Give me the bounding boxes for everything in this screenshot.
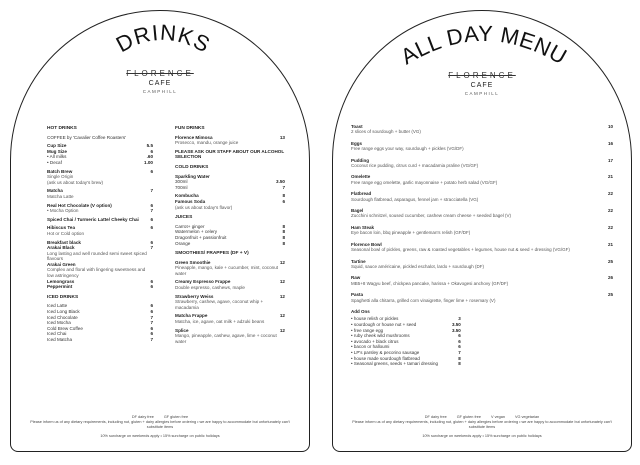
- addon-item: • free range egg: [351, 327, 384, 333]
- list-item: [175, 279, 285, 290]
- menu-item-name: Iced Matcha: [47, 337, 73, 342]
- menu-item-price: 12: [279, 279, 285, 285]
- menu-item-desc: Free range eggs your way, sourdough + pickles (VG/DF): [351, 146, 464, 152]
- option-label: • Decaf: [47, 159, 62, 165]
- section-heading: COLD DRINKS: [175, 164, 209, 170]
- food-footer: [347, 415, 617, 439]
- menu-item-name: Cup Size: [47, 143, 67, 149]
- menu-item-name: Pasta: [351, 292, 364, 298]
- list-item: [351, 208, 613, 219]
- list-item: [175, 313, 285, 324]
- alcohol-note: PLEASE ASK OUR STAFF ABOUT OUR ALCOHOL SELECTION: [175, 148, 285, 160]
- addon-price: 3.50: [452, 321, 461, 327]
- list-item: [351, 259, 613, 270]
- menu-item-price: 6: [150, 278, 153, 284]
- menu-item-price: 25: [607, 258, 613, 264]
- addons-heading: Add Ons: [351, 308, 370, 314]
- menu-item-price: 8: [282, 234, 285, 240]
- menu-item-price: 16: [607, 140, 613, 146]
- addon-item: • house relish or pickles: [351, 316, 399, 322]
- addons-block: [351, 316, 613, 366]
- addon-price: 3.50: [452, 327, 461, 333]
- legend-item: DF dairy free: [424, 415, 447, 419]
- addon-item: • house made sourdough flatbread: [351, 355, 420, 361]
- menu-item-price: 7: [150, 337, 153, 342]
- menu-item-name: Tartine: [351, 258, 366, 264]
- menu-item-desc: Prosecco, mandu, orange juice: [175, 140, 239, 146]
- option-price: 1.00: [144, 159, 153, 165]
- menu-item-name: Iced Mocha: [47, 320, 71, 326]
- list-item: [47, 337, 153, 343]
- menu-item-price: 25: [607, 292, 613, 298]
- list-item: [175, 241, 285, 247]
- drinks-right-column: [175, 121, 285, 347]
- menu-item-name: Florence Bowl: [351, 241, 382, 247]
- menu-item-name: Ham Steak: [351, 224, 375, 230]
- menu-item-name: Florence Mimosa: [175, 134, 213, 140]
- menu-item-price: 8: [282, 223, 285, 229]
- menu-item-price: 6: [150, 303, 153, 309]
- legend-item: GF gluten free: [456, 415, 481, 419]
- menu-item-price: 17: [607, 157, 613, 163]
- menu-item-name: Matcha Frappe: [175, 313, 208, 319]
- menu-item-name: Matcha: [47, 188, 63, 194]
- menu-item-desc: Double espresso, cashews, maple: [175, 285, 245, 291]
- brand-cafe: CAFE: [148, 80, 172, 87]
- menu-item-desc: Sourdough flatbread, asparagus, fennel jam + stracciatella (VG): [351, 196, 479, 202]
- menu-item-desc: Free range egg omelette, garlic mayonnaise + potato herb salad (VG/GF): [351, 179, 498, 185]
- menu-item-price: 26: [607, 275, 613, 281]
- menu-item-desc: MB5+8 Wagyu beef, chickpea pancake, harissa + Okavogesi anchovy (GF/DF): [351, 280, 509, 286]
- legend-item: V vegan: [491, 415, 505, 419]
- list-item: [351, 275, 613, 286]
- drinks-title: DRINKS: [111, 19, 215, 58]
- allergy-note: Please inform us of any dietary requirements, including nut, gluten + dairy allergies before ordering • we are happy to accommodate but unfortunately can't substitute items: [30, 420, 290, 429]
- menu-item-desc: Complex and floral with lingering sweetness and low astringency: [47, 267, 146, 279]
- menu-item-price: 6: [150, 325, 153, 331]
- menu-item-name: Arakai Black: [47, 245, 75, 251]
- section-heading: HOT DRINKS: [47, 126, 77, 131]
- menu-item-desc: (ask us about today's brew): [47, 179, 104, 185]
- menu-item-price: 7: [150, 314, 153, 320]
- menu-item-name: Spiced Chai / Turmeric Latte/ Cheeky Chai: [47, 216, 139, 222]
- addon-price: 8: [458, 355, 461, 361]
- menu-item-name: Carrot+ ginger: [175, 223, 205, 229]
- brand-logo: FLORENCE: [126, 69, 194, 78]
- addon-price: 3: [458, 316, 461, 322]
- menu-item-desc: Seasonal bowl of pickles, greens, raw & roasted vegetables + legumes, house nut & seed + dressing (VG/GF): [351, 247, 570, 253]
- addon-item: • ruby cheek wild mushrooms: [351, 333, 410, 339]
- addon-price: 6: [458, 333, 461, 339]
- menu-item-desc: Eye bacon loin, bbq pineapple + gentleman's relish (GF/DF): [351, 230, 471, 236]
- smoothie-list: [175, 260, 285, 345]
- legend-item: DF dairy free: [131, 415, 154, 419]
- menu-item-name: Splice: [175, 327, 189, 333]
- addon-item: • sourdough or house nut + seed: [351, 321, 417, 327]
- food-brand: [333, 71, 631, 96]
- menu-item-name: Raw: [351, 275, 361, 281]
- menu-item-desc: Pineapple, mango, kale + cucumber, mint, coconut water: [175, 265, 279, 276]
- menu-item-name: Toast: [351, 124, 363, 129]
- list-item: [351, 292, 613, 303]
- menu-item-price: 6: [150, 148, 153, 154]
- section-heading: SMOOTHIES/ FRAPPES (DF + V): [175, 251, 249, 257]
- menu-item-price: 7: [150, 245, 153, 251]
- addons-prices: [452, 316, 461, 366]
- menu-item-price: 21: [607, 241, 613, 247]
- menu-item-price: 6: [150, 168, 153, 174]
- addon-item: • avocado + black citrus: [351, 338, 399, 344]
- menu-item-name: Famous Soda: [175, 198, 206, 204]
- menu-item-price: 12: [279, 293, 285, 299]
- option-price: 7: [282, 184, 285, 190]
- menu-item-desc: (ask us about today's flavor): [175, 204, 233, 210]
- menu-item-name: Bagel: [351, 208, 364, 214]
- menu-item-name: Pudding: [351, 157, 369, 163]
- menu-item-name: Strawberry Weiss: [175, 293, 214, 299]
- brand-location: CAMPHILL: [142, 89, 178, 94]
- section-heading: FUN DRINKS: [175, 126, 205, 131]
- menu-item-price: 8: [282, 229, 285, 235]
- menu-item-name: Real Hot Chocolate (V option): [47, 202, 112, 208]
- option-price: .60: [146, 154, 153, 160]
- menu-item-name: Kombucha: [175, 193, 199, 199]
- menu-item-name: Mug Size: [47, 148, 67, 154]
- brand-location: CAMPHILL: [464, 91, 500, 96]
- menu-item-price: 7: [150, 188, 153, 194]
- menu-item-name: Batch Brew: [47, 168, 73, 174]
- menu-item-price: 5.5: [146, 143, 153, 149]
- menu-item-name: Orange: [175, 240, 191, 246]
- menu-item-price: 8: [282, 193, 285, 199]
- menu-item-price: 6: [150, 202, 153, 208]
- menu-item-desc: • Mocha Option: [47, 208, 79, 214]
- allergy-note: Please inform us of any dietary requirements, including nut, gluten + dairy allergies before ordering • we are happy to accommodate but unfortunately can't substitute items: [352, 420, 612, 429]
- option-label: 300ml: [175, 179, 188, 185]
- drinks-brand: [11, 69, 309, 94]
- all-day-menu-card: [332, 10, 632, 452]
- menu-item-name: Creamy Espresso Frappe: [175, 279, 231, 285]
- surcharge-note: 10% surcharge on weekends apply • 15% surcharge on public holidays: [100, 434, 220, 438]
- option-price: 3.50: [276, 179, 285, 185]
- menu-item-price: 7: [150, 208, 153, 214]
- menu-item-price: 12: [279, 327, 285, 333]
- addon-price: 6: [458, 344, 461, 350]
- menu-item-price: 6: [150, 284, 153, 290]
- menu-item-name: Iced Latte: [47, 303, 68, 309]
- menu-item-desc: Coconut rice pudding, citrus curd + macadamia praline (VG/GF): [351, 163, 479, 169]
- menu-item-price: 22: [607, 208, 613, 214]
- menu-item-name: Breakfast black: [47, 239, 81, 245]
- option-label: • All milks: [47, 154, 67, 160]
- menu-item-price: 6: [150, 225, 153, 231]
- drinks-menu-card: [10, 10, 310, 452]
- menu-item-price: 13: [279, 134, 285, 140]
- section-heading: JUICES: [175, 215, 193, 221]
- menu-item-desc: Single Origin: [47, 174, 74, 180]
- menu-item-price: 12: [279, 313, 285, 319]
- menu-item-price: 7: [150, 320, 153, 326]
- menu-item-name: Peppermint: [47, 284, 73, 290]
- coffee-note: COFFEE by 'Cavalier Coffee Roasters': [47, 134, 127, 140]
- juice-list: [175, 224, 285, 246]
- menu-item-desc: Squid, sauce américaine, pickled eschalot, lardo + sourdough (DF): [351, 263, 484, 269]
- list-item: [351, 174, 613, 185]
- list-item: [351, 225, 613, 236]
- menu-item-name: Watermelon + celery: [175, 229, 218, 235]
- menu-item-name: Green Smoothie: [175, 259, 211, 265]
- menu-item-price: 21: [607, 174, 613, 180]
- menu-item-desc: Matcha, ice, agave, oat milk + adzuki beans: [175, 319, 265, 325]
- menu-item-desc: Matcha Latte: [47, 193, 74, 199]
- list-item: [351, 242, 613, 253]
- legend-item: GF gluten free: [163, 415, 189, 419]
- menu-item-name: Lemongrass: [47, 278, 75, 284]
- menu-item-name: Dragonfruit + passionfruit: [175, 234, 227, 240]
- iced-drinks-list: [47, 303, 153, 342]
- menu-item-price: 6: [282, 198, 285, 204]
- list-item: [175, 260, 285, 277]
- menu-item-name: Flatbread: [351, 191, 372, 197]
- menu-item-name: Arakai Green: [47, 261, 76, 267]
- menu-item-desc: Strawberry, cashew, agave, coconut whip + macadamia: [175, 299, 264, 310]
- menu-item-price: 6: [150, 239, 153, 245]
- menu-item-name: Omelette: [351, 174, 371, 180]
- menu-item-desc: Hot or Cold option: [47, 230, 85, 236]
- addon-price: 8: [458, 361, 461, 367]
- list-item: [351, 141, 613, 152]
- list-item: [175, 328, 285, 345]
- menu-item-name: Hibiscus Tea: [47, 225, 75, 231]
- menu-item-name: Iced Chocolate: [47, 314, 78, 320]
- menu-item-name: Cold Brew Coffee: [47, 325, 83, 331]
- menu-item-name: Iced Long Black: [47, 309, 80, 315]
- addon-item: • Seasonal greens, seeds + tamari dressing: [351, 361, 438, 367]
- addon-price: 6: [458, 338, 461, 344]
- menu-item-price: 6: [150, 216, 153, 222]
- drinks-footer: [25, 415, 295, 439]
- food-item-list: [351, 124, 613, 367]
- addon-price: 7: [458, 349, 461, 355]
- section-heading: ICED DRINKS: [47, 294, 79, 300]
- list-item: [351, 158, 613, 169]
- menu-item-price: 22: [607, 224, 613, 230]
- surcharge-note: 10% surcharge on weekends apply • 15% surcharge on public holidays: [422, 434, 542, 438]
- menu-item-name: Sparkling Water: [175, 173, 210, 179]
- menu-item-price: 6: [150, 309, 153, 315]
- addons-list: [351, 316, 438, 366]
- menu-item-desc: Zucchini schnitzel, soused cucumber, cashew cream cheese + seeded bagel (V): [351, 213, 511, 219]
- option-label: 700ml: [175, 184, 188, 190]
- menu-item-desc: Mango, pineapple, cashew, agave, lime + coconut water: [175, 333, 277, 344]
- list-item: [351, 124, 613, 135]
- list-item: [351, 191, 613, 202]
- menu-item-price: 22: [607, 191, 613, 197]
- menu-item-price: 10: [607, 124, 613, 129]
- legend-item: VG vegetarian: [514, 415, 540, 419]
- menu-item-desc: 2 slices of sourdough + butter (VG): [351, 129, 421, 135]
- menu-item-name: Iced Chai: [47, 331, 67, 337]
- addon-item: • LP's parsley & pecorino sausage: [351, 349, 420, 355]
- brand-cafe: CAFE: [470, 82, 494, 89]
- drinks-left-column: [47, 121, 153, 343]
- list-item: [175, 294, 285, 311]
- menu-item-name: Eggs: [351, 140, 363, 146]
- brand-logo: FLORENCE: [448, 71, 516, 80]
- menu-item-desc: Long lasting and well rounded semi sweet spiced flavours: [47, 250, 147, 262]
- addon-item: • bacon or halloumi: [351, 344, 390, 350]
- menu-item-price: 8: [282, 240, 285, 246]
- food-title: ALL DAY MENU: [396, 20, 572, 70]
- menu-item-price: 6: [150, 331, 153, 337]
- menu-item-desc: Spaghetti alla chitarra, grilled corn vinaigrette, finger lime + rosemary (V): [351, 297, 496, 303]
- menu-item-price: 12: [279, 259, 285, 265]
